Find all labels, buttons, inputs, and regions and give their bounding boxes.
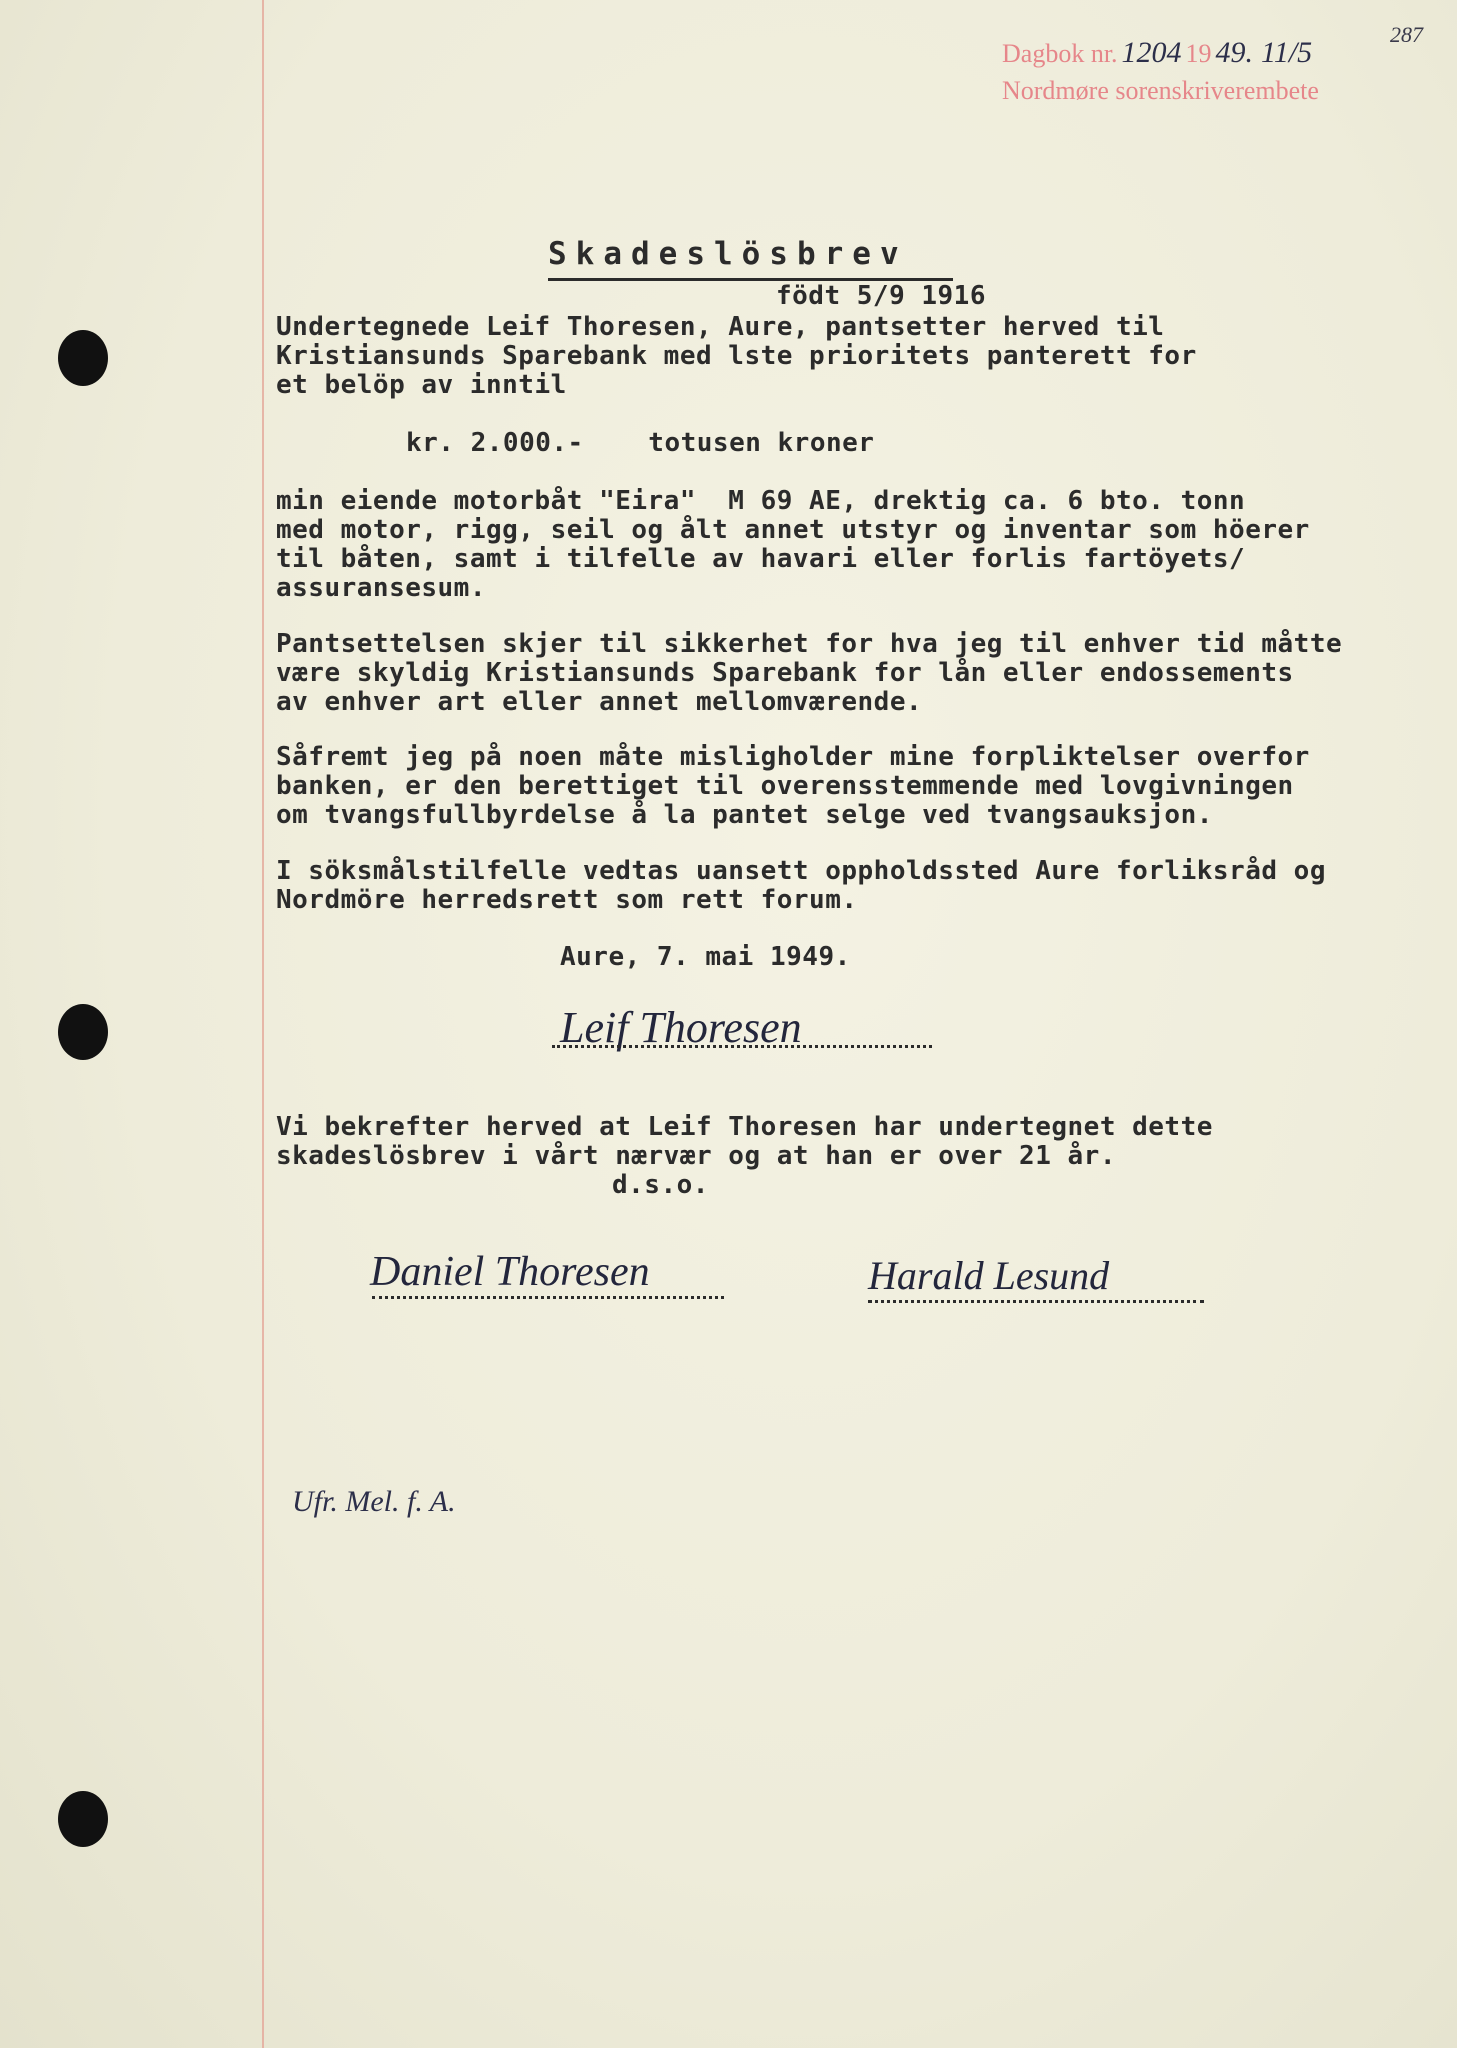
place-date-line: Aure, 7. mai 1949. [560,942,851,972]
body-line: Såfremt jeg på noen måte misligholder mine forpliktelser overfor [276,742,1310,772]
registry-stamp [1002,36,1316,70]
margin-rule [262,0,264,2048]
punch-hole [58,330,108,386]
signature-owner: Leif Thoresen [560,1003,802,1052]
stamp-year-suffix: 49. [1215,36,1254,69]
body-line: assuransesum. [276,573,486,603]
signature-dotted-line [868,1300,1204,1303]
body-line: Kristiansunds Sparebank med lste prioritets panterett for [276,341,1197,371]
body-line: banken, er den berettiget til overensstemmende med lovgivningen [276,771,1294,801]
margin-note: Ufr. Mel. f. A. [292,1485,456,1518]
witness-line: skadeslösbrev i vårt nærvær og at han er over 21 år. [276,1141,1116,1171]
punch-hole [58,1791,108,1847]
signature-witness-1: Daniel Thoresen [370,1249,650,1295]
page-number: 287 [1390,22,1423,47]
witness-line: Vi bekrefter herved at Leif Thoresen har undertegnet dette [276,1112,1213,1142]
body-line: med motor, rigg, seil og ålt annet utstyr og inventar som höerer [276,515,1310,545]
punch-hole [58,1004,108,1060]
body-line: et belöp av inntil [276,370,567,400]
body-line: Nordmöre herredsrett som rett forum. [276,885,858,915]
signature-witness-2: Harald Lesund [868,1253,1110,1298]
stamp-year-prefix: 19 [1185,39,1212,68]
stamp-office: Nordmøre sorenskriverembete [1002,76,1319,105]
stamp-date: 11/5 [1261,36,1313,69]
stamp-dagbok-label: Dagbok nr. [1002,39,1118,68]
document-title: Skadeslösbrev [548,236,908,272]
born-note: födt 5/9 1916 [776,281,986,311]
body-line: I söksmålstilfelle vedtas uansett oppholdssted Aure forliksråd og [276,856,1326,886]
body-line: Undertegnede Leif Thoresen, Aure, pantsetter herved til [276,312,1165,342]
body-line: min eiende motorbåt "Eira" M 69 AE, drektig ca. 6 bto. tonn [276,486,1246,516]
body-line: av enhver art eller annet mellomværende. [276,687,923,717]
body-line: Pantsettelsen skjer til sikkerhet for hva jeg til enhver tid måtte [276,629,1343,659]
stamp-dagbok-number: 1204 [1121,36,1182,69]
amount-line: kr. 2.000.- totusen kroner [406,428,875,458]
body-line: være skyldig Kristiansunds Sparebank for lån eller endossements [276,658,1294,688]
signature-dotted-line [552,1045,932,1048]
signature-dotted-line [372,1296,724,1299]
body-line: om tvangsfullbyrdelse å la pantet selge ved tvangsauksjon. [276,800,1213,830]
dso-line: d.s.o. [612,1170,709,1200]
body-line: til båten, samt i tilfelle av havari eller forlis fartöyets/ [276,544,1246,574]
